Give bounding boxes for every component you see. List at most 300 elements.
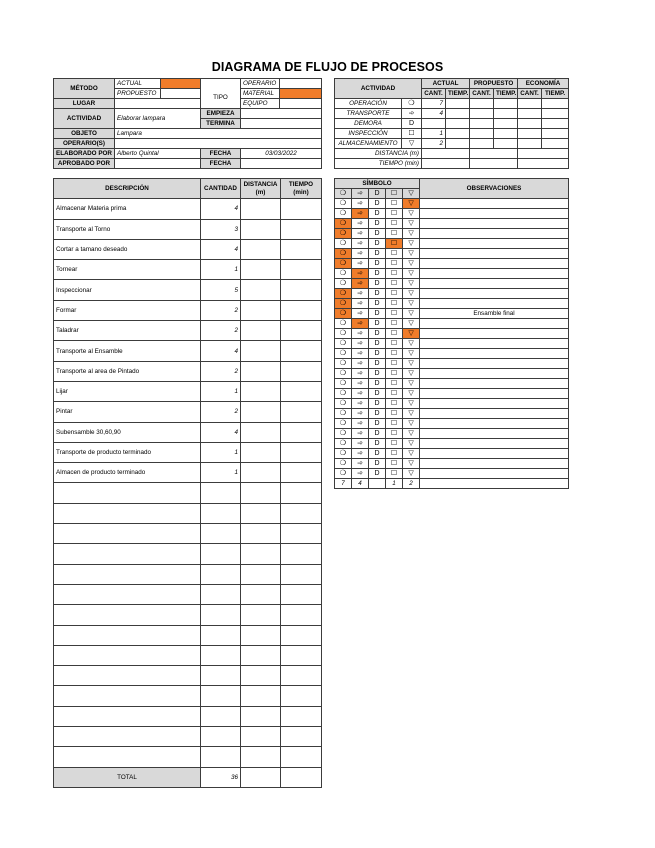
row-distancia[interactable] <box>241 564 281 584</box>
row-tiempo[interactable] <box>281 260 322 280</box>
row-symbol-icon[interactable]: ▽ <box>403 389 420 399</box>
row-symbol-icon[interactable]: D <box>369 249 386 259</box>
row-observaciones[interactable] <box>420 279 569 289</box>
row-symbol-icon[interactable]: ❍ <box>335 419 352 429</box>
elaborado-value[interactable]: Alberto Quintal <box>115 149 201 159</box>
row-cantidad[interactable] <box>201 564 241 584</box>
row-symbol-icon[interactable]: ❍ <box>335 249 352 259</box>
row-distancia[interactable] <box>241 260 281 280</box>
summary-cell[interactable] <box>446 119 470 129</box>
row-tiempo[interactable] <box>281 605 322 625</box>
termina-value[interactable] <box>241 119 322 129</box>
row-symbol-icon[interactable]: D <box>369 319 386 329</box>
row-symbol-icon[interactable]: ▽ <box>403 459 420 469</box>
row-descripcion[interactable] <box>54 747 201 767</box>
row-symbol-icon[interactable]: ☐ <box>386 459 403 469</box>
row-symbol-icon[interactable]: ▽ <box>403 369 420 379</box>
row-descripcion[interactable]: Almacen de producto terminado <box>54 463 201 483</box>
row-tiempo[interactable] <box>281 300 322 320</box>
row-observaciones[interactable] <box>420 449 569 459</box>
row-descripcion[interactable] <box>54 645 201 665</box>
row-symbol-icon[interactable]: ❍ <box>335 289 352 299</box>
row-observaciones[interactable]: Ensamble final <box>420 309 569 319</box>
row-symbol-icon[interactable]: D <box>369 289 386 299</box>
row-descripcion[interactable]: Tornear <box>54 260 201 280</box>
row-symbol-icon[interactable]: ☐ <box>386 299 403 309</box>
row-symbol-icon[interactable]: ☐ <box>386 469 403 479</box>
row-observaciones[interactable] <box>420 469 569 479</box>
row-symbol-icon[interactable]: D <box>369 419 386 429</box>
row-cantidad[interactable]: 4 <box>201 422 241 442</box>
row-tiempo[interactable] <box>281 219 322 239</box>
row-symbol-icon[interactable]: ▽ <box>403 399 420 409</box>
row-observaciones[interactable] <box>420 269 569 279</box>
row-distancia[interactable] <box>241 645 281 665</box>
row-distancia[interactable] <box>241 605 281 625</box>
row-symbol-icon[interactable]: ▽ <box>403 429 420 439</box>
row-tiempo[interactable] <box>281 402 322 422</box>
row-observaciones[interactable] <box>420 319 569 329</box>
row-symbol-icon[interactable]: ➾ <box>352 289 369 299</box>
row-tiempo[interactable] <box>281 422 322 442</box>
row-symbol-icon[interactable]: ▽ <box>403 259 420 269</box>
row-observaciones[interactable] <box>420 399 569 409</box>
row-symbol-icon[interactable]: ➾ <box>352 269 369 279</box>
row-symbol-icon[interactable]: ❍ <box>335 339 352 349</box>
summary-cell[interactable] <box>494 129 518 139</box>
row-descripcion[interactable]: Formar <box>54 300 201 320</box>
row-distancia[interactable] <box>241 300 281 320</box>
summary-cell[interactable] <box>542 109 569 119</box>
row-observaciones[interactable] <box>420 359 569 369</box>
row-cantidad[interactable]: 2 <box>201 402 241 422</box>
row-distancia[interactable] <box>241 463 281 483</box>
row-observaciones[interactable] <box>420 439 569 449</box>
aprobado-value[interactable] <box>115 159 201 169</box>
row-tiempo[interactable] <box>281 625 322 645</box>
row-descripcion[interactable]: Subensamble 30,60,90 <box>54 422 201 442</box>
row-symbol-icon[interactable]: ❍ <box>335 379 352 389</box>
row-cantidad[interactable]: 2 <box>201 361 241 381</box>
row-symbol-icon[interactable]: ☐ <box>386 329 403 339</box>
row-descripcion[interactable] <box>54 564 201 584</box>
row-descripcion[interactable]: Taladrar <box>54 321 201 341</box>
tiempo-actual[interactable] <box>422 159 470 169</box>
row-cantidad[interactable] <box>201 727 241 747</box>
row-symbol-icon[interactable]: ☐ <box>386 289 403 299</box>
row-symbol-icon[interactable]: ➾ <box>352 459 369 469</box>
equipo-mark[interactable] <box>280 99 322 109</box>
row-symbol-icon[interactable]: D <box>369 379 386 389</box>
row-symbol-icon[interactable]: ➾ <box>352 429 369 439</box>
row-distancia[interactable] <box>241 381 281 401</box>
row-symbol-icon[interactable]: ➾ <box>352 389 369 399</box>
row-symbol-icon[interactable]: ▽ <box>403 229 420 239</box>
row-distancia[interactable] <box>241 483 281 503</box>
row-tiempo[interactable] <box>281 686 322 706</box>
row-symbol-icon[interactable]: ☐ <box>386 389 403 399</box>
row-tiempo[interactable] <box>281 321 322 341</box>
row-distancia[interactable] <box>241 341 281 361</box>
summary-cell[interactable] <box>518 99 542 109</box>
row-cantidad[interactable]: 3 <box>201 219 241 239</box>
row-descripcion[interactable] <box>54 605 201 625</box>
row-cantidad[interactable]: 2 <box>201 321 241 341</box>
row-symbol-icon[interactable]: ➾ <box>352 239 369 249</box>
row-tiempo[interactable] <box>281 645 322 665</box>
summary-cell[interactable] <box>446 109 470 119</box>
row-symbol-icon[interactable]: D <box>369 229 386 239</box>
row-observaciones[interactable] <box>420 259 569 269</box>
row-cantidad[interactable] <box>201 584 241 604</box>
row-symbol-icon[interactable]: ☐ <box>386 439 403 449</box>
row-symbol-icon[interactable]: ➾ <box>352 199 369 209</box>
row-symbol-icon[interactable]: D <box>369 259 386 269</box>
row-symbol-icon[interactable]: ❍ <box>335 469 352 479</box>
row-symbol-icon[interactable]: ☐ <box>386 279 403 289</box>
summary-cell[interactable] <box>494 99 518 109</box>
row-descripcion[interactable] <box>54 706 201 726</box>
summary-cell[interactable] <box>470 139 494 149</box>
row-distancia[interactable] <box>241 280 281 300</box>
row-cantidad[interactable]: 1 <box>201 463 241 483</box>
row-symbol-icon[interactable]: ☐ <box>386 359 403 369</box>
row-symbol-icon[interactable]: ❍ <box>335 219 352 229</box>
row-symbol-icon[interactable]: D <box>369 199 386 209</box>
row-symbol-icon[interactable]: D <box>369 239 386 249</box>
row-symbol-icon[interactable]: ▽ <box>403 359 420 369</box>
row-observaciones[interactable] <box>420 329 569 339</box>
row-symbol-icon[interactable]: D <box>369 269 386 279</box>
row-symbol-icon[interactable]: ➾ <box>352 399 369 409</box>
row-observaciones[interactable] <box>420 209 569 219</box>
row-symbol-icon[interactable]: ▽ <box>403 449 420 459</box>
row-symbol-icon[interactable]: ❍ <box>335 269 352 279</box>
row-symbol-icon[interactable]: D <box>369 469 386 479</box>
row-symbol-icon[interactable]: D <box>369 459 386 469</box>
row-symbol-icon[interactable]: ▽ <box>403 239 420 249</box>
row-observaciones[interactable] <box>420 429 569 439</box>
row-symbol-icon[interactable]: ➾ <box>352 219 369 229</box>
row-symbol-icon[interactable]: D <box>369 409 386 419</box>
summary-cell[interactable] <box>542 139 569 149</box>
row-tiempo[interactable] <box>281 341 322 361</box>
fecha-value[interactable]: 03/03/2022 <box>241 149 322 159</box>
lugar-value[interactable] <box>115 99 201 109</box>
row-symbol-icon[interactable]: ▽ <box>403 319 420 329</box>
row-symbol-icon[interactable]: ➾ <box>352 299 369 309</box>
row-symbol-icon[interactable]: ☐ <box>386 349 403 359</box>
row-symbol-icon[interactable]: ☐ <box>386 379 403 389</box>
row-symbol-icon[interactable]: ▽ <box>403 409 420 419</box>
row-symbol-icon[interactable]: D <box>369 399 386 409</box>
row-distancia[interactable] <box>241 422 281 442</box>
row-symbol-icon[interactable]: ▽ <box>403 249 420 259</box>
summary-cell[interactable] <box>542 119 569 129</box>
row-symbol-icon[interactable]: ❍ <box>335 319 352 329</box>
row-distancia[interactable] <box>241 402 281 422</box>
row-symbol-icon[interactable]: ➾ <box>352 279 369 289</box>
row-symbol-icon[interactable]: ➾ <box>352 409 369 419</box>
row-descripcion[interactable]: Transporte al area de Pintado <box>54 361 201 381</box>
row-symbol-icon[interactable]: ❍ <box>335 259 352 269</box>
row-observaciones[interactable] <box>420 369 569 379</box>
row-tiempo[interactable] <box>281 564 322 584</box>
row-symbol-icon[interactable]: ☐ <box>386 229 403 239</box>
row-symbol-icon[interactable]: D <box>369 339 386 349</box>
row-descripcion[interactable]: Inspeccionar <box>54 280 201 300</box>
summary-cell[interactable] <box>542 99 569 109</box>
row-distancia[interactable] <box>241 544 281 564</box>
row-symbol-icon[interactable]: ❍ <box>335 449 352 459</box>
row-symbol-icon[interactable]: ❍ <box>335 439 352 449</box>
row-descripcion[interactable] <box>54 524 201 544</box>
row-observaciones[interactable] <box>420 379 569 389</box>
row-cantidad[interactable] <box>201 747 241 767</box>
row-distancia[interactable] <box>241 706 281 726</box>
row-cantidad[interactable] <box>201 686 241 706</box>
row-symbol-icon[interactable]: D <box>369 369 386 379</box>
row-symbol-icon[interactable]: D <box>369 439 386 449</box>
row-symbol-icon[interactable]: ▽ <box>403 329 420 339</box>
row-tiempo[interactable] <box>281 483 322 503</box>
row-symbol-icon[interactable]: ☐ <box>386 409 403 419</box>
row-symbol-icon[interactable]: ❍ <box>335 409 352 419</box>
row-symbol-icon[interactable]: ➾ <box>352 379 369 389</box>
row-symbol-icon[interactable]: ❍ <box>335 309 352 319</box>
row-symbol-icon[interactable]: ➾ <box>352 469 369 479</box>
row-symbol-icon[interactable]: ❍ <box>335 299 352 309</box>
material-mark[interactable] <box>280 89 322 99</box>
actividad-value[interactable]: Elaborar lampara <box>115 109 201 129</box>
row-symbol-icon[interactable]: ▽ <box>403 379 420 389</box>
row-tiempo[interactable] <box>281 463 322 483</box>
summary-actual-cant[interactable] <box>422 119 446 129</box>
row-tiempo[interactable] <box>281 706 322 726</box>
distancia-actual[interactable] <box>422 149 470 159</box>
row-distancia[interactable] <box>241 666 281 686</box>
row-observaciones[interactable] <box>420 289 569 299</box>
row-distancia[interactable] <box>241 361 281 381</box>
row-symbol-icon[interactable]: D <box>369 389 386 399</box>
row-cantidad[interactable]: 4 <box>201 199 241 219</box>
propuesto-mark[interactable] <box>161 89 201 99</box>
row-cantidad[interactable] <box>201 625 241 645</box>
summary-cell[interactable] <box>494 119 518 129</box>
summary-cell[interactable] <box>494 139 518 149</box>
summary-cell[interactable] <box>542 129 569 139</box>
row-symbol-icon[interactable]: ▽ <box>403 269 420 279</box>
operario-mark[interactable] <box>280 79 322 89</box>
row-symbol-icon[interactable]: ❍ <box>335 389 352 399</box>
row-tiempo[interactable] <box>281 361 322 381</box>
row-observaciones[interactable] <box>420 349 569 359</box>
empieza-value[interactable] <box>241 109 322 119</box>
row-distancia[interactable] <box>241 524 281 544</box>
row-distancia[interactable] <box>241 442 281 462</box>
row-tiempo[interactable] <box>281 727 322 747</box>
row-observaciones[interactable] <box>420 199 569 209</box>
row-descripcion[interactable]: Transporte al Ensamble <box>54 341 201 361</box>
row-observaciones[interactable] <box>420 299 569 309</box>
row-distancia[interactable] <box>241 219 281 239</box>
row-symbol-icon[interactable]: ☐ <box>386 449 403 459</box>
row-symbol-icon[interactable]: ☐ <box>386 399 403 409</box>
row-symbol-icon[interactable]: ☐ <box>386 319 403 329</box>
row-descripcion[interactable]: Lijar <box>54 381 201 401</box>
row-symbol-icon[interactable]: ➾ <box>352 369 369 379</box>
row-tiempo[interactable] <box>281 442 322 462</box>
row-symbol-icon[interactable]: ▽ <box>403 199 420 209</box>
row-descripcion[interactable]: Almacenar Materia prima <box>54 199 201 219</box>
row-tiempo[interactable] <box>281 544 322 564</box>
row-cantidad[interactable]: 5 <box>201 280 241 300</box>
row-symbol-icon[interactable]: ❍ <box>335 209 352 219</box>
row-tiempo[interactable] <box>281 747 322 767</box>
row-symbol-icon[interactable]: ▽ <box>403 439 420 449</box>
row-observaciones[interactable] <box>420 229 569 239</box>
row-symbol-icon[interactable]: D <box>369 359 386 369</box>
tiempo-propuesto[interactable] <box>470 159 518 169</box>
row-cantidad[interactable] <box>201 544 241 564</box>
row-symbol-icon[interactable]: ▽ <box>403 339 420 349</box>
row-symbol-icon[interactable]: ☐ <box>386 369 403 379</box>
row-symbol-icon[interactable]: ☐ <box>386 259 403 269</box>
row-symbol-icon[interactable]: ▽ <box>403 279 420 289</box>
row-symbol-icon[interactable]: ❍ <box>335 459 352 469</box>
row-symbol-icon[interactable]: ☐ <box>386 199 403 209</box>
summary-actual-cant[interactable]: 4 <box>422 109 446 119</box>
summary-cell[interactable] <box>470 99 494 109</box>
row-descripcion[interactable] <box>54 686 201 706</box>
row-descripcion[interactable] <box>54 625 201 645</box>
row-tiempo[interactable] <box>281 666 322 686</box>
row-observaciones[interactable] <box>420 419 569 429</box>
row-distancia[interactable] <box>241 584 281 604</box>
row-observaciones[interactable] <box>420 239 569 249</box>
summary-cell[interactable] <box>446 99 470 109</box>
row-symbol-icon[interactable]: ▽ <box>403 209 420 219</box>
row-observaciones[interactable] <box>420 249 569 259</box>
row-symbol-icon[interactable]: D <box>369 209 386 219</box>
summary-cell[interactable] <box>518 129 542 139</box>
row-symbol-icon[interactable]: ▽ <box>403 289 420 299</box>
row-tiempo[interactable] <box>281 381 322 401</box>
row-descripcion[interactable] <box>54 544 201 564</box>
row-symbol-icon[interactable]: ❍ <box>335 199 352 209</box>
fecha2-value[interactable] <box>241 159 322 169</box>
row-cantidad[interactable]: 1 <box>201 442 241 462</box>
row-symbol-icon[interactable]: ▽ <box>403 469 420 479</box>
row-distancia[interactable] <box>241 199 281 219</box>
summary-cell[interactable] <box>494 109 518 119</box>
row-distancia[interactable] <box>241 239 281 259</box>
row-symbol-icon[interactable]: D <box>369 329 386 339</box>
row-observaciones[interactable] <box>420 389 569 399</box>
objeto-value[interactable]: Lampara <box>115 129 322 139</box>
row-descripcion[interactable] <box>54 584 201 604</box>
row-symbol-icon[interactable]: ▽ <box>403 419 420 429</box>
row-cantidad[interactable] <box>201 706 241 726</box>
row-distancia[interactable] <box>241 503 281 523</box>
row-symbol-icon[interactable]: ☐ <box>386 239 403 249</box>
summary-actual-cant[interactable]: 2 <box>422 139 446 149</box>
row-symbol-icon[interactable]: ➾ <box>352 249 369 259</box>
row-descripcion[interactable] <box>54 503 201 523</box>
row-distancia[interactable] <box>241 321 281 341</box>
row-symbol-icon[interactable]: D <box>369 349 386 359</box>
row-symbol-icon[interactable]: ❍ <box>335 359 352 369</box>
row-symbol-icon[interactable]: ➾ <box>352 339 369 349</box>
row-symbol-icon[interactable]: ❍ <box>335 329 352 339</box>
operarios-value[interactable] <box>115 139 322 149</box>
summary-cell[interactable] <box>518 139 542 149</box>
row-symbol-icon[interactable]: ☐ <box>386 209 403 219</box>
summary-cell[interactable] <box>446 129 470 139</box>
row-tiempo[interactable] <box>281 584 322 604</box>
row-symbol-icon[interactable]: ➾ <box>352 319 369 329</box>
row-tiempo[interactable] <box>281 280 322 300</box>
row-symbol-icon[interactable]: ☐ <box>386 419 403 429</box>
tiempo-economia[interactable] <box>518 159 569 169</box>
row-observaciones[interactable] <box>420 409 569 419</box>
row-symbol-icon[interactable]: ➾ <box>352 439 369 449</box>
row-symbol-icon[interactable]: ▽ <box>403 299 420 309</box>
row-symbol-icon[interactable]: ☐ <box>386 219 403 229</box>
row-symbol-icon[interactable]: ▽ <box>403 349 420 359</box>
row-symbol-icon[interactable]: ➾ <box>352 449 369 459</box>
row-tiempo[interactable] <box>281 239 322 259</box>
row-symbol-icon[interactable]: ❍ <box>335 349 352 359</box>
row-symbol-icon[interactable]: ▽ <box>403 309 420 319</box>
row-descripcion[interactable]: Cortar a tamano deseado <box>54 239 201 259</box>
row-distancia[interactable] <box>241 686 281 706</box>
row-symbol-icon[interactable]: ▽ <box>403 219 420 229</box>
row-cantidad[interactable]: 2 <box>201 300 241 320</box>
row-symbol-icon[interactable]: ☐ <box>386 249 403 259</box>
summary-cell[interactable] <box>518 109 542 119</box>
row-symbol-icon[interactable]: ☐ <box>386 339 403 349</box>
row-symbol-icon[interactable]: D <box>369 309 386 319</box>
row-cantidad[interactable] <box>201 524 241 544</box>
summary-cell[interactable] <box>470 119 494 129</box>
row-symbol-icon[interactable]: ☐ <box>386 269 403 279</box>
row-symbol-icon[interactable]: ➾ <box>352 209 369 219</box>
actual-mark[interactable] <box>161 79 201 89</box>
row-symbol-icon[interactable]: ❍ <box>335 369 352 379</box>
distancia-propuesto[interactable] <box>470 149 518 159</box>
row-symbol-icon[interactable]: ❍ <box>335 429 352 439</box>
row-cantidad[interactable]: 4 <box>201 341 241 361</box>
row-symbol-icon[interactable]: ❍ <box>335 399 352 409</box>
row-observaciones[interactable] <box>420 219 569 229</box>
summary-cell[interactable] <box>446 139 470 149</box>
row-descripcion[interactable]: Pintar <box>54 402 201 422</box>
row-cantidad[interactable] <box>201 483 241 503</box>
row-symbol-icon[interactable]: ☐ <box>386 309 403 319</box>
row-tiempo[interactable] <box>281 199 322 219</box>
row-symbol-icon[interactable]: D <box>369 449 386 459</box>
row-cantidad[interactable]: 1 <box>201 260 241 280</box>
summary-cell[interactable] <box>518 119 542 129</box>
row-descripcion[interactable] <box>54 727 201 747</box>
summary-cell[interactable] <box>470 129 494 139</box>
row-descripcion[interactable] <box>54 666 201 686</box>
row-symbol-icon[interactable]: D <box>369 299 386 309</box>
row-symbol-icon[interactable]: ➾ <box>352 309 369 319</box>
row-symbol-icon[interactable]: ☐ <box>386 429 403 439</box>
row-tiempo[interactable] <box>281 524 322 544</box>
